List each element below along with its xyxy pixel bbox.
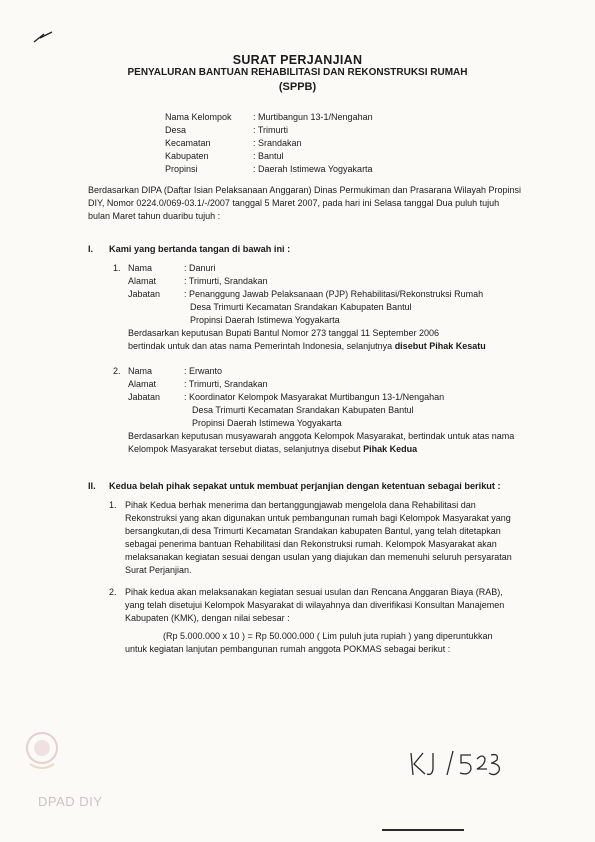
item-1-line: melaksanakan kegiatan sesuai dengan usulan yang diajukan dan memenuhi seluruh persyaratan	[125, 552, 512, 562]
identity-value: : Trimurti	[253, 125, 288, 135]
identity-label: Desa	[165, 125, 187, 135]
archive-mark: DPAD DIY	[38, 794, 103, 809]
intro-line: DIY, Nomor 0224.0/069-03.1/-/2007 tanggal 5 Maret 2007, pada hari ini Selasa tanggal Dua puluh tujuh	[88, 198, 500, 208]
party-1-basis-line	[128, 340, 486, 352]
identity-label: Kecamatan	[165, 138, 211, 148]
party-2-address: : Trimurti, Srandakan	[184, 379, 268, 389]
identity-value: : Srandakan	[253, 138, 302, 148]
party-2-position: : Koordinator Kelompok Masyarakat Murtibangun 13-1/Nengahan	[184, 392, 445, 402]
item-1-number: 1.	[109, 500, 117, 510]
party-2-address-label: Alamat	[128, 379, 157, 389]
section-2-heading: Kedua belah pihak sepakat untuk membuat perjanjian dengan ketentuan sebagai berikut :	[109, 481, 501, 491]
identity-value: : Daerah Istimewa Yogyakarta	[253, 164, 373, 174]
identity-row	[165, 137, 302, 149]
item-2-amount: (Rp 5.000.000 x 10 ) = Rp 50.000.000 ( Lim puluh juta rupiah ) yang diperuntukkan	[163, 631, 493, 641]
item-2-line: Kabupaten (KMK), dengan nilai sebesar :	[125, 613, 290, 623]
party-2-number: 2.	[113, 366, 121, 376]
party-1-position-line: Desa Trimurti Kecamatan Srandakan Kabupaten Bantul	[190, 302, 412, 312]
pen-mark-icon	[30, 28, 60, 46]
intro-line: Berdasarkan DIPA (Daftar Isian Pelaksanaan Anggaran) Dinas Permukiman dan Prasarana Wilayah Propinsi	[88, 185, 522, 195]
party-1-basis-text: bertindak untuk dan atas nama Pemerintah Indonesia, selanjutnya	[128, 341, 395, 351]
party-2-position-line: Desa Trimurti Kecamatan Srandakan Kabupaten Bantul	[192, 405, 414, 415]
party-2-role: Pihak Kedua	[363, 444, 418, 454]
party-1-address-label: Alamat	[128, 276, 157, 286]
party-1-address: : Trimurti, Srandakan	[184, 276, 268, 286]
item-2-line: Pihak kedua akan melaksanakan kegiatan sesuai usulan dan Rencana Anggaran Biaya (RAB),	[125, 587, 503, 597]
doc-subtitle: PENYALURAN BANTUAN REHABILITASI DAN REKONSTRUKSI RUMAH	[127, 67, 468, 78]
party-2-basis-line	[128, 443, 417, 455]
identity-value: : Murtibangun 13-1/Nengahan	[253, 112, 373, 122]
intro-line: bulan Maret tahun duaribu tujuh :	[88, 211, 221, 221]
party-1-basis: Berdasarkan keputusan Bupati Bantul Nomor 273 tanggal 11 September 2006	[128, 328, 440, 338]
section-2-number: II.	[88, 481, 96, 491]
identity-label: Nama Kelompok	[165, 112, 232, 122]
party-2-position-label: Jabatan	[128, 392, 161, 402]
party-2-name: : Erwanto	[184, 366, 223, 376]
party-2-basis: Berdasarkan keputusan musyawarah anggota Kelompok Masyarakat, bertindak untuk atas nama	[128, 431, 515, 441]
section-1-heading: Kami yang bertanda tangan di bawah ini :	[109, 244, 291, 254]
identity-label: Propinsi	[165, 164, 198, 174]
party-1-position-label: Jabatan	[128, 289, 161, 299]
party-1-position-line: Propinsi Daerah Istimewa Yogyakarta	[190, 315, 340, 325]
item-1-line: Pihak Kedua berhak menerima dan bertanggungjawab mengelola dana Rehabilitasi dan	[125, 500, 476, 510]
item-2-line: untuk kegiatan lanjutan pembangunan rumah anggota POKMAS sebagai berikut :	[125, 644, 451, 654]
party-1-position: : Penanggung Jawab Pelaksanaan (PJP) Rehabilitasi/Rekonstruksi Rumah	[184, 289, 484, 299]
party-1-number: 1.	[113, 263, 121, 273]
identity-row	[165, 124, 288, 136]
doc-acronym: (SPPB)	[278, 81, 317, 93]
identity-row	[165, 111, 373, 123]
party-1-name: : Danuri	[184, 263, 216, 273]
handwritten-code-signature	[405, 745, 505, 781]
item-1-line: sebagai penerima bantuan Rehabilitasi dan Rekonstruksi rumah. Kelompok Masyarakat akan	[125, 539, 497, 549]
section-1-number: I.	[88, 244, 94, 254]
identity-row	[165, 163, 373, 175]
item-1-line: Surat Perjanjian.	[125, 565, 192, 575]
archive-emblem-icon	[22, 728, 62, 772]
item-1-line: Rekonstruksi yang akan digunakan untuk pembangunan rumah bagi Kelompok Masyarakat yang	[125, 513, 511, 523]
party-1-role: disebut Pihak Kesatu	[394, 341, 486, 351]
doc-title: SURAT PERJANJIAN	[232, 53, 363, 67]
identity-value: : Bantul	[253, 151, 284, 161]
identity-label: Kabupaten	[165, 151, 209, 161]
item-1-line: bersangkutan,di desa Trimurti Kecamatan Srandakan kabupaten Bantul, yang telah ditetapkan	[125, 526, 501, 536]
party-2-basis-text: Kelompok Masyarakat tersebut diatas, selanjutnya disebut	[128, 444, 364, 454]
identity-row	[165, 150, 284, 162]
party-2-position-line: Propinsi Daerah Istimewa Yogyakarta	[192, 418, 342, 428]
party-1-name-label: Nama	[128, 263, 153, 273]
item-2-number: 2.	[109, 587, 117, 597]
bottom-rule	[382, 829, 464, 831]
item-2-line: yang telah disetujui Kelompok Masyarakat di wilayahnya dan diverifikasi Konsultan Manajemen	[125, 600, 505, 610]
party-2-name-label: Nama	[128, 366, 153, 376]
